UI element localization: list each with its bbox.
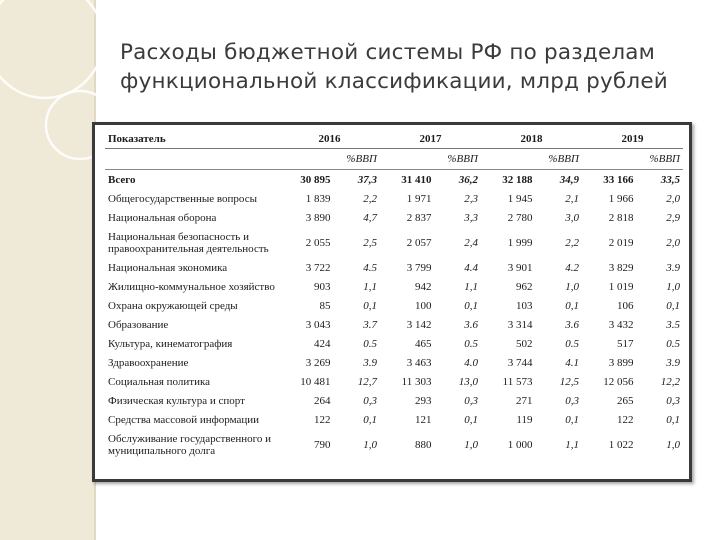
row-indicator-name: Физическая культура и спорт <box>108 394 245 407</box>
cell-pct-gdp-2017: 2,4 <box>464 236 478 249</box>
cell-pct-gdp-2018: 4.2 <box>565 261 579 274</box>
cell-pct-gdp-2017: 2,3 <box>464 192 478 205</box>
cell-value-2017: 100 <box>414 299 432 312</box>
row-indicator-name: Жилищно-коммунальное хозяйство <box>108 280 275 293</box>
cell-pct-gdp-2019: 3.9 <box>666 261 680 274</box>
table-header-row <box>105 129 683 149</box>
cell-value-2018: 3 901 <box>507 261 533 274</box>
table-row <box>105 391 683 410</box>
cell-pct-gdp-2016: 3.7 <box>363 318 377 331</box>
slide-title-line-2: функциональной классификации, млрд рублей <box>120 69 668 94</box>
cell-value-2016: 85 <box>319 299 331 312</box>
cell-value-2018: 1 999 <box>507 236 533 249</box>
budget-expenses-table <box>105 129 683 460</box>
table-subheader-row <box>105 149 683 170</box>
cell-value-2016: 424 <box>313 337 331 350</box>
row-indicator-name: Социальная политика <box>108 375 211 388</box>
cell-value-2017: 121 <box>414 413 432 426</box>
cell-value-2019: 3 432 <box>608 318 634 331</box>
cell-pct-gdp-2017: 1,1 <box>464 280 478 293</box>
cell-pct-gdp-2018: 12,5 <box>559 375 579 388</box>
cell-value-2018: 3 314 <box>507 318 533 331</box>
cell-pct-gdp-2016: 4,7 <box>363 211 377 224</box>
header-year-2017: 2017 <box>380 129 481 149</box>
cell-pct-gdp-2016: 0,3 <box>363 394 377 407</box>
row-indicator-name: Средства массовой информации <box>108 413 259 426</box>
cell-pct-gdp-2018: 34,9 <box>559 173 579 186</box>
cell-value-2016: 903 <box>313 280 331 293</box>
header-indicator: Показатель <box>105 129 279 149</box>
cell-value-2017: 1 971 <box>406 192 432 205</box>
cell-pct-gdp-2016: 12,7 <box>357 375 377 388</box>
cell-pct-gdp-2019: 0.5 <box>666 337 680 350</box>
cell-pct-gdp-2019: 0,1 <box>666 299 680 312</box>
cell-value-2019: 12 056 <box>603 375 634 388</box>
table-row <box>105 296 683 315</box>
cell-value-2018: 271 <box>515 394 533 407</box>
cell-value-2018: 962 <box>515 280 533 293</box>
row-indicator-name: Охрана окружающей среды <box>108 299 238 312</box>
cell-pct-gdp-2017: 3.6 <box>464 318 478 331</box>
cell-pct-gdp-2019: 2,9 <box>666 211 680 224</box>
cell-pct-gdp-2018: 0,1 <box>565 413 579 426</box>
cell-pct-gdp-2017: 0,1 <box>464 413 478 426</box>
row-indicator-name: Национальная экономика <box>108 261 228 274</box>
cell-value-2017: 3 799 <box>406 261 432 274</box>
cell-value-2017: 293 <box>414 394 432 407</box>
header-year-2018: 2018 <box>481 129 582 149</box>
cell-pct-gdp-2016: 3.9 <box>363 356 377 369</box>
cell-pct-gdp-2016: 1,1 <box>363 280 377 293</box>
cell-value-2018: 119 <box>516 413 533 426</box>
table-row <box>105 258 683 277</box>
row-indicator-name: Национальная безопасность и правоохранительная деятельность <box>108 230 269 255</box>
cell-pct-gdp-2018: 2,2 <box>565 236 579 249</box>
cell-pct-gdp-2019: 3.9 <box>666 356 680 369</box>
cell-pct-gdp-2019: 2,0 <box>666 192 680 205</box>
cell-pct-gdp-2017: 3,3 <box>464 211 478 224</box>
cell-value-2017: 465 <box>414 337 432 350</box>
table-row <box>105 429 683 460</box>
cell-value-2017: 31 410 <box>401 173 432 186</box>
cell-pct-gdp-2019: 0,3 <box>666 394 680 407</box>
cell-pct-gdp-2017: 0.5 <box>464 337 478 350</box>
cell-value-2016: 790 <box>313 438 331 451</box>
table-row <box>105 170 683 190</box>
table-row <box>105 227 683 258</box>
row-indicator-name: Культура, кинематография <box>108 337 233 350</box>
cell-pct-gdp-2019: 12,2 <box>660 375 680 388</box>
cell-pct-gdp-2018: 1,1 <box>565 438 579 451</box>
cell-pct-gdp-2016: 1,0 <box>363 438 377 451</box>
cell-pct-gdp-2018: 0.5 <box>565 337 579 350</box>
cell-value-2019: 1 019 <box>608 280 634 293</box>
header-year-2016: 2016 <box>279 129 380 149</box>
cell-value-2017: 2 057 <box>406 236 432 249</box>
cell-pct-gdp-2017: 4.0 <box>464 356 478 369</box>
cell-pct-gdp-2016: 4.5 <box>363 261 377 274</box>
row-indicator-name: Национальная оборона <box>108 211 217 224</box>
cell-pct-gdp-2018: 1,0 <box>565 280 579 293</box>
cell-pct-gdp-2018: 0,1 <box>565 299 579 312</box>
cell-value-2019: 517 <box>616 337 634 350</box>
subheader-pct-2019: %ВВП <box>636 149 683 170</box>
slide-title-line-1: Расходы бюджетной системы РФ по разделам <box>120 40 656 65</box>
cell-pct-gdp-2019: 1,0 <box>666 438 680 451</box>
table-row <box>105 372 683 391</box>
cell-value-2016: 3 043 <box>305 318 331 331</box>
table-row <box>105 334 683 353</box>
row-indicator-name: Всего <box>108 173 136 186</box>
cell-value-2016: 122 <box>313 413 331 426</box>
cell-pct-gdp-2016: 0,1 <box>363 413 377 426</box>
cell-value-2019: 2 818 <box>608 211 634 224</box>
budget-table-frame <box>92 122 692 482</box>
cell-pct-gdp-2017: 4.4 <box>464 261 478 274</box>
cell-pct-gdp-2019: 3.5 <box>666 318 680 331</box>
cell-value-2016: 10 481 <box>300 375 331 388</box>
cell-value-2019: 1 022 <box>608 438 634 451</box>
cell-value-2018: 502 <box>515 337 533 350</box>
cell-pct-gdp-2018: 0,3 <box>565 394 579 407</box>
cell-pct-gdp-2018: 4.1 <box>565 356 579 369</box>
cell-value-2017: 11 303 <box>401 375 432 388</box>
cell-pct-gdp-2017: 13,0 <box>458 375 478 388</box>
cell-value-2017: 3 142 <box>406 318 432 331</box>
cell-value-2016: 3 269 <box>305 356 331 369</box>
cell-value-2019: 3 829 <box>608 261 634 274</box>
slide-title <box>120 38 710 96</box>
cell-value-2019: 265 <box>616 394 634 407</box>
cell-value-2019: 1 966 <box>608 192 634 205</box>
table-row <box>105 189 683 208</box>
cell-pct-gdp-2018: 3.6 <box>565 318 579 331</box>
cell-value-2018: 103 <box>515 299 533 312</box>
cell-pct-gdp-2019: 1,0 <box>666 280 680 293</box>
cell-pct-gdp-2018: 2,1 <box>565 192 579 205</box>
cell-value-2018: 1 945 <box>507 192 533 205</box>
row-indicator-name: Обслуживание государственного и муниципального долга <box>108 432 271 457</box>
row-indicator-name: Общегосударственные вопросы <box>108 192 257 205</box>
table-row <box>105 315 683 334</box>
cell-pct-gdp-2017: 0,1 <box>464 299 478 312</box>
cell-pct-gdp-2019: 2,0 <box>666 236 680 249</box>
cell-value-2016: 3 890 <box>305 211 331 224</box>
subheader-pct-2016: %ВВП <box>333 149 379 170</box>
cell-value-2016: 264 <box>313 394 331 407</box>
cell-pct-gdp-2017: 1,0 <box>464 438 478 451</box>
cell-value-2018: 1 000 <box>507 438 533 451</box>
cell-pct-gdp-2016: 0,1 <box>363 299 377 312</box>
cell-value-2016: 2 055 <box>305 236 331 249</box>
cell-value-2017: 880 <box>414 438 432 451</box>
cell-pct-gdp-2016: 2,5 <box>363 236 377 249</box>
cell-pct-gdp-2019: 33,5 <box>660 173 680 186</box>
cell-value-2018: 11 573 <box>502 375 533 388</box>
cell-value-2017: 942 <box>414 280 432 293</box>
table-row <box>105 353 683 372</box>
subheader-pct-2017: %ВВП <box>434 149 480 170</box>
cell-pct-gdp-2018: 3,0 <box>565 211 579 224</box>
subheader-pct-2018: %ВВП <box>535 149 581 170</box>
cell-pct-gdp-2016: 0.5 <box>363 337 377 350</box>
cell-value-2018: 32 188 <box>502 173 533 186</box>
cell-value-2016: 3 722 <box>305 261 331 274</box>
cell-pct-gdp-2016: 2,2 <box>363 192 377 205</box>
cell-value-2019: 106 <box>616 299 634 312</box>
cell-value-2016: 30 895 <box>300 173 331 186</box>
cell-value-2018: 2 780 <box>507 211 533 224</box>
cell-pct-gdp-2016: 37,3 <box>357 173 377 186</box>
cell-value-2019: 3 899 <box>608 356 634 369</box>
cell-value-2017: 2 837 <box>406 211 432 224</box>
row-indicator-name: Образование <box>108 318 169 331</box>
header-year-2019: 2019 <box>582 129 683 149</box>
cell-value-2019: 122 <box>616 413 634 426</box>
cell-value-2016: 1 839 <box>305 192 331 205</box>
row-indicator-name: Здравоохранение <box>108 356 189 369</box>
cell-value-2019: 33 166 <box>603 173 634 186</box>
cell-pct-gdp-2017: 0,3 <box>464 394 478 407</box>
cell-value-2018: 3 744 <box>507 356 533 369</box>
cell-value-2019: 2 019 <box>608 236 634 249</box>
cell-pct-gdp-2017: 36,2 <box>458 173 478 186</box>
cell-pct-gdp-2019: 0,1 <box>666 413 680 426</box>
table-row <box>105 277 683 296</box>
cell-value-2017: 3 463 <box>406 356 432 369</box>
table-row <box>105 208 683 227</box>
table-row <box>105 410 683 429</box>
